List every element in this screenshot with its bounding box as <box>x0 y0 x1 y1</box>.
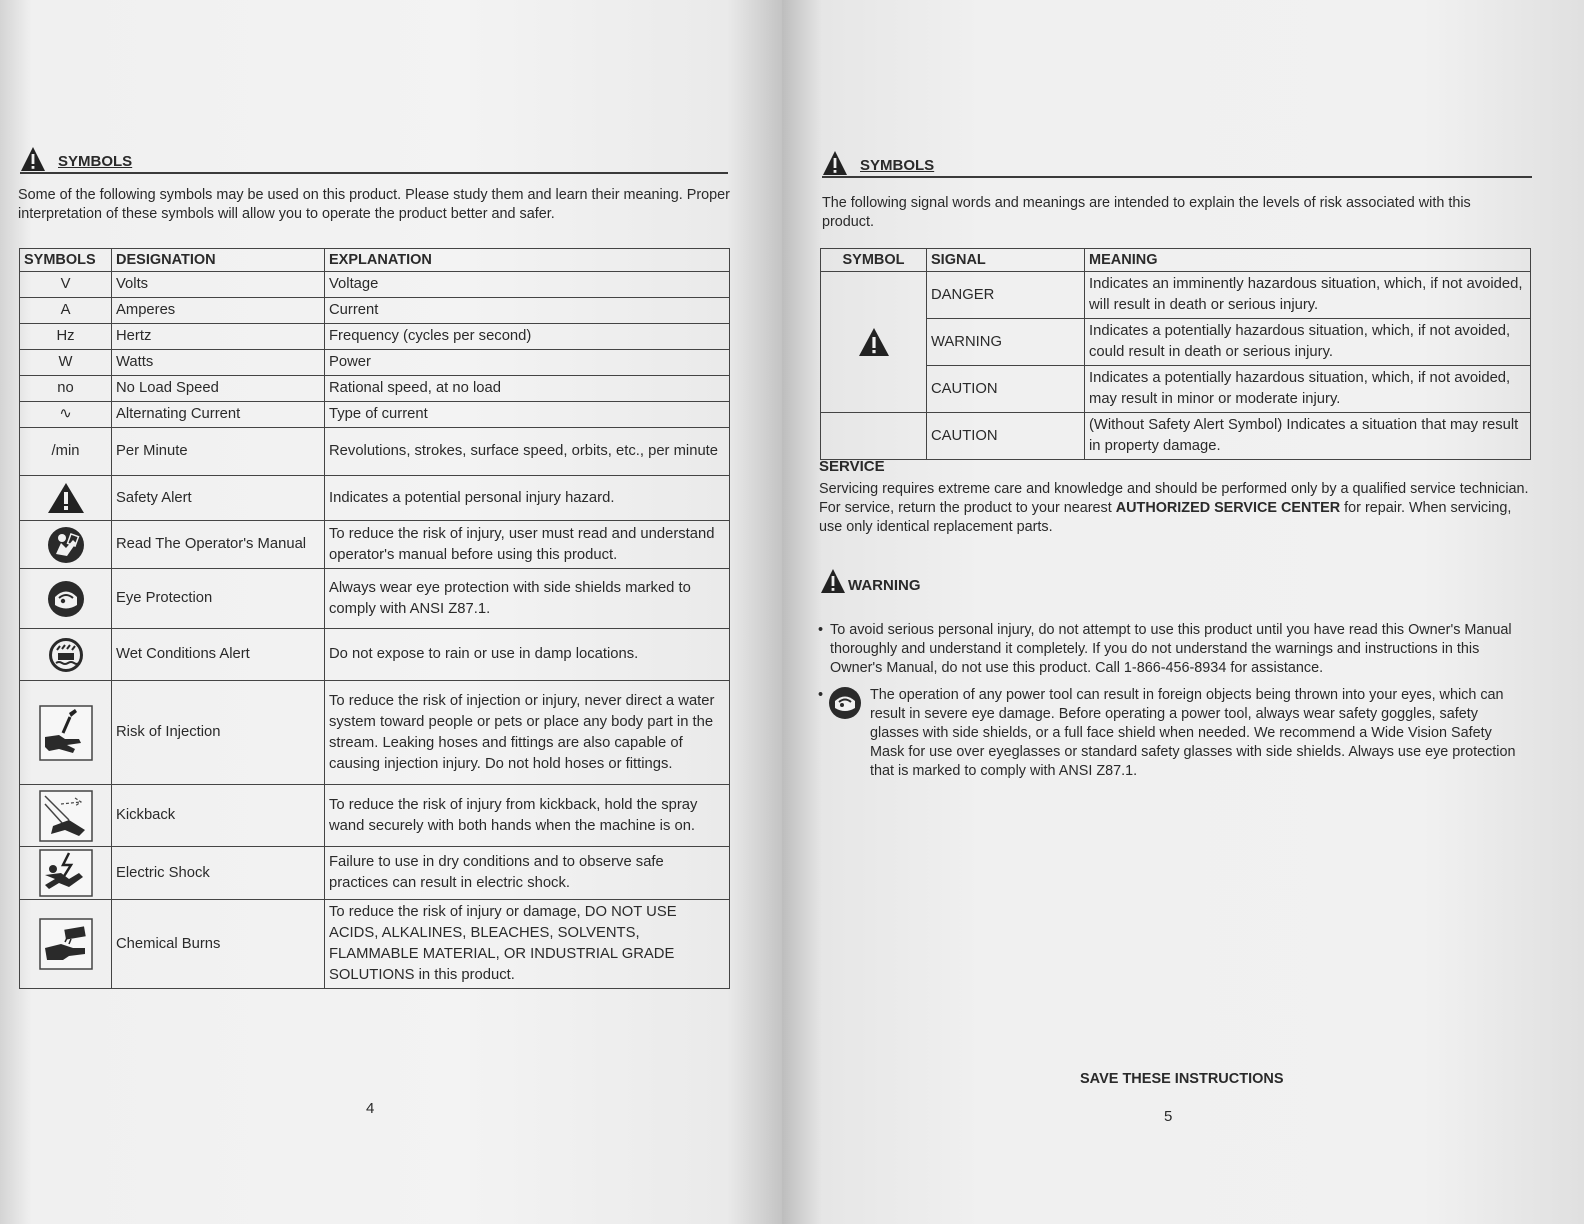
symbol-cell: no <box>20 376 112 402</box>
explanation-cell: Frequency (cycles per second) <box>325 324 730 350</box>
table-row <box>821 366 1531 413</box>
table-row <box>20 569 730 629</box>
designation-cell: Volts <box>112 272 325 298</box>
safety-alert-icon <box>20 146 46 172</box>
service-text-part: Servicing requires extreme care and knowledge and should be performed only by a qualified service technician. For service, return the product to your nearest <box>819 481 1529 516</box>
col-header-meaning: MEANING <box>1085 249 1531 272</box>
eye-protection-icon <box>46 579 86 619</box>
left-section-heading <box>20 146 728 174</box>
injection-risk-icon <box>39 705 93 761</box>
table-row <box>821 413 1531 460</box>
designation-cell: Electric Shock <box>112 847 325 900</box>
designation-cell: Alternating Current <box>112 402 325 428</box>
designation-cell: Chemical Burns <box>112 900 325 989</box>
safety-alert-icon <box>858 327 890 357</box>
table-row <box>20 521 730 569</box>
symbol-cell <box>20 629 112 681</box>
table-row <box>20 298 730 324</box>
safety-alert-icon <box>820 568 846 594</box>
explanation-cell: Rational speed, at no load <box>325 376 730 402</box>
designation-cell: Per Minute <box>112 428 325 476</box>
page-number: 4 <box>366 1100 375 1117</box>
explanation-cell: Power <box>325 350 730 376</box>
symbol-cell: V <box>20 272 112 298</box>
designation-cell: Watts <box>112 350 325 376</box>
explanation-cell: To reduce the risk of injury, user must read and understand operator's manual before using this product. <box>325 521 730 569</box>
col-header-explanation: EXPLANATION <box>325 249 730 272</box>
symbol-cell <box>20 521 112 569</box>
explanation-cell: Always wear eye protection with side shields marked to comply with ANSI Z87.1. <box>325 569 730 629</box>
service-text <box>819 480 1529 537</box>
symbol-cell <box>20 847 112 900</box>
symbols-table <box>19 248 730 989</box>
table-row <box>20 350 730 376</box>
explanation-cell: To reduce the risk of injury or damage, DO NOT USE ACIDS, ALKALINES, BLEACHES, SOLVENTS, FLAMMABLE MATERIAL, OR INDUSTRIAL GRADE SOLUTIONS in this product. <box>325 900 730 989</box>
left-page <box>0 0 782 1224</box>
signal-cell: DANGER <box>927 272 1085 319</box>
symbol-cell: ∿ <box>20 402 112 428</box>
read-manual-icon <box>47 526 85 564</box>
warning-heading <box>820 568 921 594</box>
wet-conditions-icon <box>49 638 83 672</box>
explanation-cell: Revolutions, strokes, surface speed, orbits, etc., per minute <box>325 428 730 476</box>
designation-cell: Hertz <box>112 324 325 350</box>
table-header-row <box>821 249 1531 272</box>
left-intro-text: Some of the following symbols may be used on this product. Please study them and learn their meaning. Proper interpretation of these symbols will allow you to operate the product better and safer. <box>18 187 730 222</box>
symbol-cell <box>20 785 112 847</box>
symbol-cell <box>20 476 112 521</box>
table-row <box>20 681 730 785</box>
table-header-row <box>20 249 730 272</box>
symbol-cell: /min <box>20 428 112 476</box>
eye-protection-icon <box>828 686 862 720</box>
safety-alert-icon <box>822 150 848 176</box>
table-row <box>821 319 1531 366</box>
designation-cell: Eye Protection <box>112 569 325 629</box>
save-instructions: SAVE THESE INSTRUCTIONS <box>1080 1071 1284 1087</box>
designation-cell: No Load Speed <box>112 376 325 402</box>
meaning-cell: Indicates a potentially hazardous situation, which, if not avoided, may result in minor or moderate injury. <box>1085 366 1531 413</box>
meaning-cell: Indicates a potentially hazardous situation, which, if not avoided, could result in death or serious injury. <box>1085 319 1531 366</box>
right-section-heading <box>822 150 1532 178</box>
table-row <box>20 428 730 476</box>
col-header-designation: DESIGNATION <box>112 249 325 272</box>
designation-cell: Amperes <box>112 298 325 324</box>
signal-words-table <box>820 248 1531 460</box>
table-row <box>20 376 730 402</box>
meaning-cell: Indicates an imminently hazardous situation, which, if not avoided, will result in death or serious injury. <box>1085 272 1531 319</box>
designation-cell: Wet Conditions Alert <box>112 629 325 681</box>
signal-cell: WARNING <box>927 319 1085 366</box>
symbol-cell <box>20 569 112 629</box>
explanation-cell: Do not expose to rain or use in damp locations. <box>325 629 730 681</box>
explanation-cell: Failure to use in dry conditions and to observe safe practices can result in electric shock. <box>325 847 730 900</box>
symbol-cell <box>20 900 112 989</box>
table-row <box>20 847 730 900</box>
table-row <box>821 272 1531 319</box>
section-title: SYMBOLS <box>860 157 935 174</box>
table-row <box>20 402 730 428</box>
designation-cell: Risk of Injection <box>112 681 325 785</box>
signal-cell: CAUTION <box>927 366 1085 413</box>
explanation-cell: Current <box>325 298 730 324</box>
table-row <box>20 476 730 521</box>
explanation-cell: Voltage <box>325 272 730 298</box>
symbol-cell <box>821 272 927 413</box>
symbol-cell <box>20 681 112 785</box>
warning-bullet-2: The operation of any power tool can result in foreign objects being thrown into your eyes, which can result in severe eye damage. Before operating a power tool, always wear safety goggles, safety glasses with side shields, or a full face shield when needed. We recommend a Wide Vision Safety Mask for use over eyeglasses or standard safety glasses with side shields. Always use eye protection that is marked to comply with ANSI Z87.1. <box>870 687 1516 779</box>
col-header-signal: SIGNAL <box>927 249 1085 272</box>
service-text-part: for repair. When servicing, use only identical replacement parts. <box>819 500 1512 535</box>
chemical-burns-icon <box>39 918 93 970</box>
service-title: SERVICE <box>819 458 885 475</box>
explanation-cell: Type of current <box>325 402 730 428</box>
section-title: SYMBOLS <box>58 153 133 170</box>
symbol-cell <box>821 413 927 460</box>
bullet-marker: • <box>818 687 824 703</box>
electric-shock-icon <box>39 849 93 897</box>
col-header-symbol: SYMBOL <box>821 249 927 272</box>
service-center-emphasis: AUTHORIZED SERVICE CENTER <box>1115 500 1341 516</box>
warning-title: WARNING <box>848 577 921 594</box>
warning-bullet-1: To avoid serious personal injury, do not attempt to use this product until you have read this Owner's Manual thoroughly and understand it completely. If you do not understand the warnings and instructions in this Owner's Manual, do not use this product. Call 1-866-456-8934 for assistance. <box>830 622 1512 676</box>
col-header-symbols: SYMBOLS <box>20 249 112 272</box>
table-row <box>20 272 730 298</box>
bullet-marker: • <box>818 622 824 638</box>
symbol-cell: W <box>20 350 112 376</box>
designation-cell: Read The Operator's Manual <box>112 521 325 569</box>
symbol-cell: A <box>20 298 112 324</box>
right-page <box>782 0 1584 1224</box>
meaning-cell: (Without Safety Alert Symbol) Indicates a situation that may result in property damage. <box>1085 413 1531 460</box>
table-row <box>20 785 730 847</box>
explanation-cell: Indicates a potential personal injury hazard. <box>325 476 730 521</box>
right-intro-text: The following signal words and meanings are intended to explain the levels of risk associated with this product. <box>822 195 1471 230</box>
kickback-icon <box>39 790 93 842</box>
explanation-cell: To reduce the risk of injury from kickback, hold the spray wand securely with both hands when the machine is on. <box>325 785 730 847</box>
designation-cell: Kickback <box>112 785 325 847</box>
page-number: 5 <box>1164 1108 1173 1125</box>
designation-cell: Safety Alert <box>112 476 325 521</box>
signal-cell: CAUTION <box>927 413 1085 460</box>
safety-alert-icon <box>46 481 86 515</box>
explanation-cell: To reduce the risk of injection or injury, never direct a water system toward people or pets or place any body part in the stream. Leaking hoses and fittings are also capable of causing injection injury. Do not hold hoses or fittings. <box>325 681 730 785</box>
table-row <box>20 324 730 350</box>
table-row <box>20 900 730 989</box>
table-row <box>20 629 730 681</box>
symbol-cell: Hz <box>20 324 112 350</box>
